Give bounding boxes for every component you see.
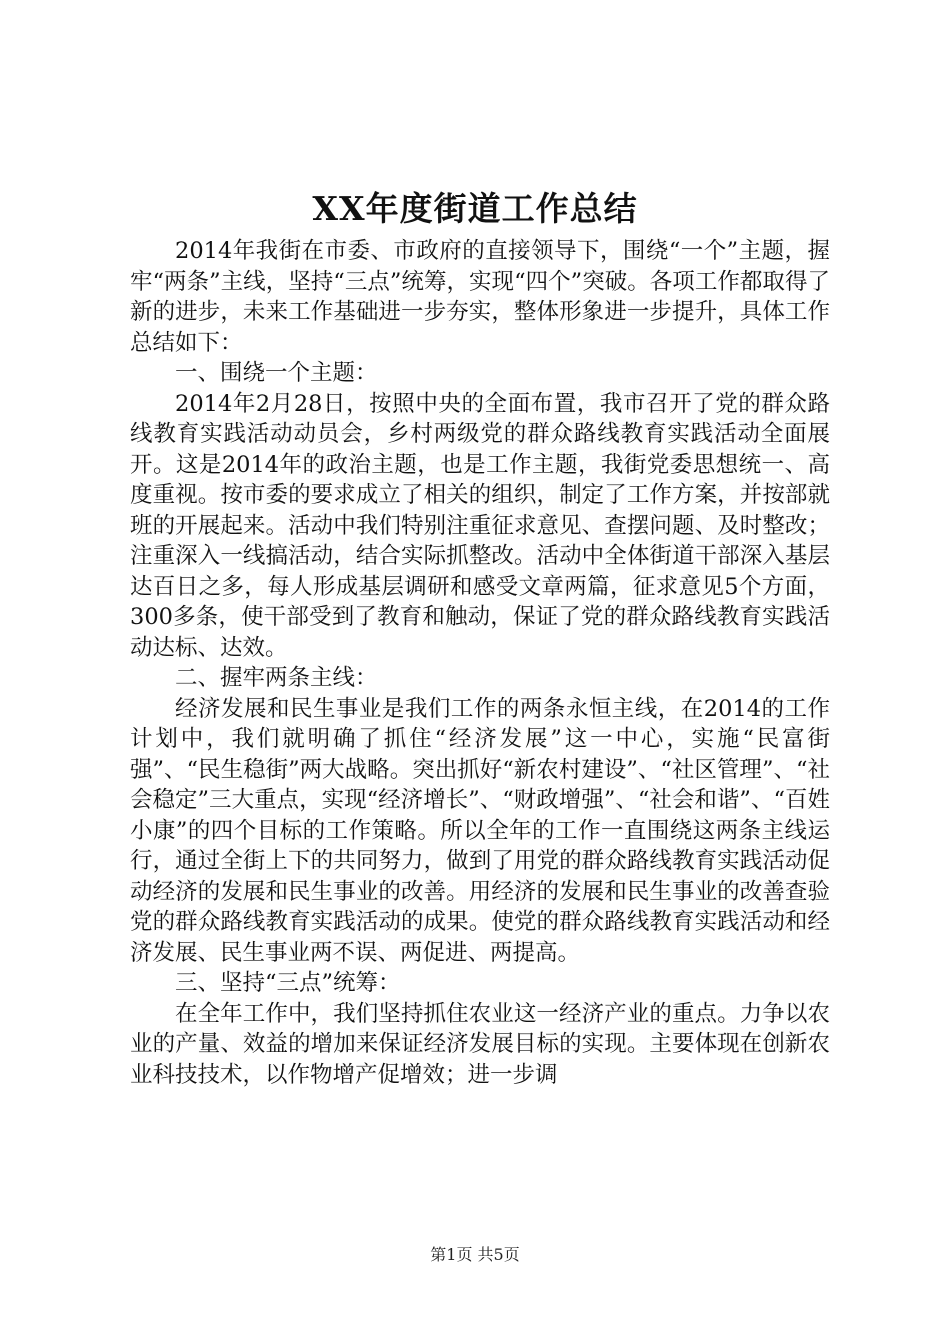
- section-heading-2: 二、握牢两条主线：: [175, 665, 378, 691]
- section-2-paragraph: 经济发展和民生事业是我们工作的两条永恒主线，在2014的工作计划中，我们就明确了抓住“经济发展”这一中心，实施“民富街强”、“民生稳街”两大战略。突出抓好“新农村建设”、“社区管理”、“社会稳定”三大重点，实现“经济增长”、“财政增强”、“社会和谐”、“百姓小康”的四个目标的工作策略。所以全年的工作一直围绕这两条主线运行，通过全街上下的共同努力，做到了用党的群众路线教育实践活动促动经济的发展和民生事业的改善。用经济的发展和民生事业的改善查验党的群众路线教育实践活动的成果。使党的群众路线教育实践活动和经济发展、民生事业两不误、两促进、两提高。: [130, 695, 830, 966]
- document-title: XX年度街道工作总结: [312, 189, 638, 228]
- section-heading-1: 一、围绕一个主题：: [175, 360, 378, 386]
- page-footer: 第1页 共5页: [430, 1245, 520, 1264]
- section-1-paragraph: 2014年2月28日，按照中央的全面布置，我市召开了党的群众路线教育实践活动动员会，乡村两级党的群众路线教育实践活动全面展开。这是2014年的政治主题，也是工作主题，我街党委思想统一、高度重视。按市委的要求成立了相关的组织，制定了工作方案，并按部就班的开展起来。活动中我们特别注重征求意见、查摆问题、及时整改；注重深入一线搞活动，结合实际抓整改。活动中全体街道干部深入基层达百日之多，每人形成基层调研和感受文章两篇，征求意见5个方面，300多条，使干部受到了教育和触动，保证了党的群众路线教育实践活动达标、达效。: [130, 390, 830, 661]
- intro-paragraph: 2014年我街在市委、市政府的直接领导下，围绕“一个”主题，握牢“两条”主线，坚持“三点”统筹，实现“四个”突破。各项工作都取得了新的进步，未来工作基础进一步夯实，整体形象进一步提升，具体工作总结如下：: [130, 238, 830, 356]
- section-heading-3: 三、坚持“三点”统筹：: [175, 970, 401, 996]
- section-3-paragraph: 在全年工作中，我们坚持抓住农业这一经济产业的重点。力争以农业的产量、效益的增加来保证经济发展目标的实现。主要体现在创新农业科技技术，以作物增产促增效；进一步调: [130, 1000, 830, 1088]
- document-body: [130, 236, 830, 1090]
